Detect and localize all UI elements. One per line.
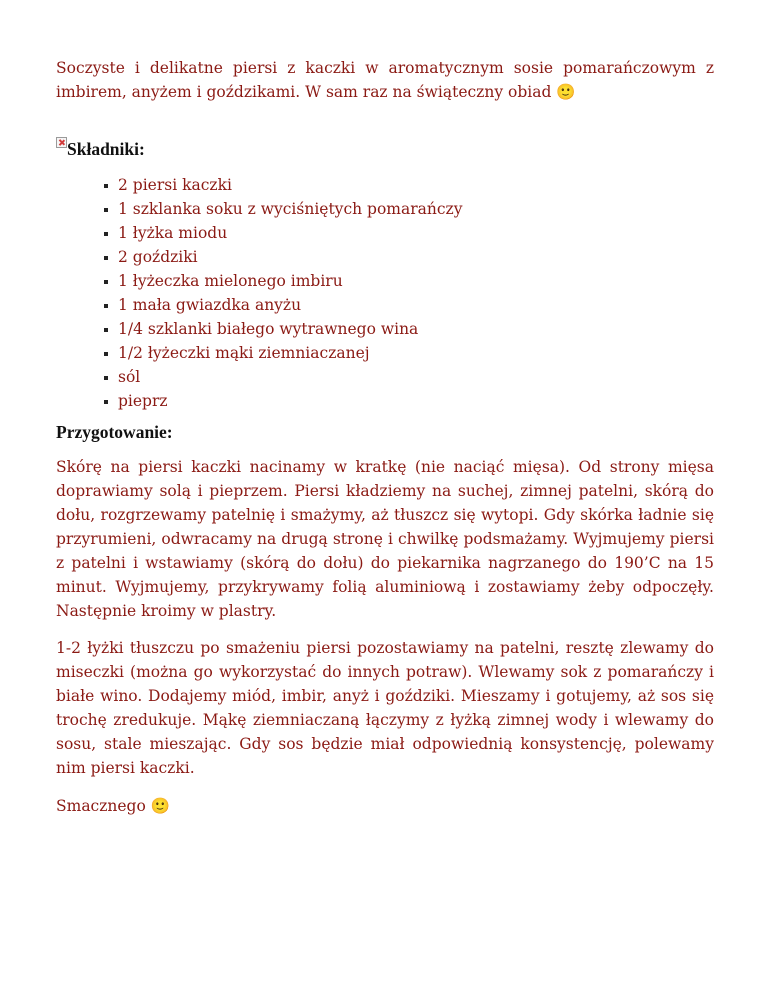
ingredient-text: 2 goździki: [118, 248, 198, 266]
list-item: [104, 341, 714, 365]
list-item: [104, 269, 714, 293]
bullet-icon: [104, 280, 108, 284]
ingredient-text: 1 łyżeczka mielonego imbiru: [118, 272, 343, 290]
ingredient-text: 2 piersi kaczki: [118, 176, 232, 194]
broken-image-icon: [56, 137, 67, 148]
intro-paragraph: Soczyste i delikatne piersi z kaczki w aromatycznym sosie pomarańczowym z imbirem, anyżem i goździkami. W sam raz na świąteczny obiad 🙂: [56, 59, 714, 101]
list-item: [104, 221, 714, 245]
ingredient-text: 1 mała gwiazdka anyżu: [118, 296, 302, 314]
ingredients-list: [56, 173, 714, 413]
ingredient-text: 1/4 szklanki białego wytrawnego wina: [118, 320, 419, 338]
bullet-icon: [104, 184, 108, 188]
list-item: [104, 389, 714, 413]
bullet-icon: [104, 352, 108, 356]
list-item: [104, 197, 714, 221]
ingredient-text: 1/2 łyżeczki mąki ziemniaczanej: [118, 344, 370, 362]
closing-text: Smacznego 🙂: [56, 797, 171, 815]
ingredients-heading: [56, 138, 714, 160]
list-item: [104, 365, 714, 389]
ingredient-text: pieprz: [118, 392, 168, 410]
bullet-icon: [104, 328, 108, 332]
ingredient-text: sól: [118, 368, 141, 386]
bullet-icon: [104, 376, 108, 380]
list-item: [104, 245, 714, 269]
list-item: [104, 317, 714, 341]
bullet-icon: [104, 232, 108, 236]
list-item: [104, 293, 714, 317]
recipe-document: [56, 56, 714, 818]
ingredients-heading-text: Składniki:: [67, 139, 145, 159]
bullet-icon: [104, 208, 108, 212]
preparation-heading: Przygotowanie:: [56, 422, 173, 442]
bullet-icon: [104, 400, 108, 404]
bullet-icon: [104, 256, 108, 260]
bullet-icon: [104, 304, 108, 308]
ingredient-text: 1 szklanka soku z wyciśniętych pomarańczy: [118, 200, 463, 218]
list-item: [104, 173, 714, 197]
preparation-paragraph-2: 1-2 łyżki tłuszczu po smażeniu piersi pozostawiamy na patelni, resztę zlewamy do miseczki (można go wykorzystać do innych potraw). Wlewamy sok z pomarańczy i białe wino. Dodajemy miód, imbir, anyż i goździki. Mieszamy i gotujemy, aż sos się trochę zredukuje. Mąkę ziemniaczaną łączymy z łyżką zimnej wody i wlewamy do sosu, stale mieszając. Gdy sos będzie miał odpowiednią konsystencję, polewamy nim piersi kaczki.: [56, 639, 714, 777]
ingredient-text: 1 łyżka miodu: [118, 224, 228, 242]
preparation-paragraph-1: Skórę na piersi kaczki nacinamy w kratkę (nie naciąć mięsa). Od strony mięsa doprawiamy solą i pieprzem. Piersi kładziemy na suchej, zimnej patelni, skórą do dołu, rozgrzewamy patelnię i smażymy, aż tłuszcz się wytopi. Gdy skórka ładnie się przyrumieni, odwracamy na drugą stronę i chwilkę podsmażamy. Wyjmujemy piersi z patelni i wstawiamy (skórą do dołu) do piekarnika nagrzanego do 190’C na 15 minut. Wyjmujemy, przykrywamy folią aluminiową i zostawiamy żeby odpoczęły. Następnie kroimy w plastry.: [56, 458, 714, 620]
